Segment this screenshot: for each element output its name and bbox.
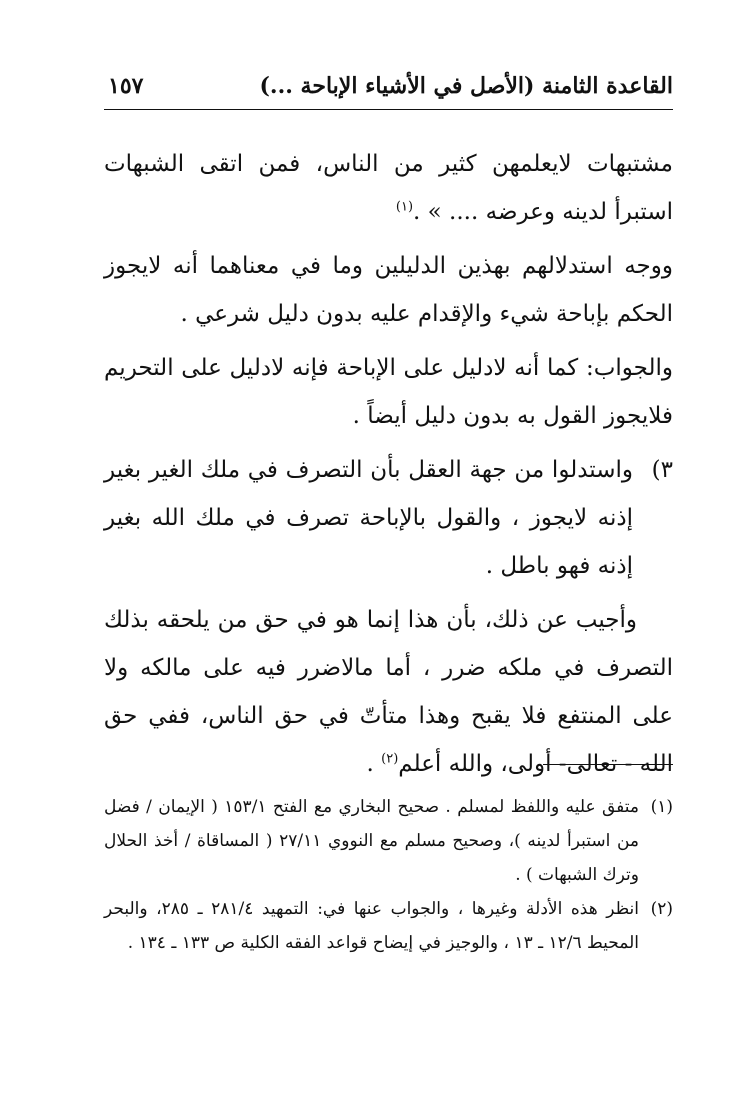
header-title: القاعدة الثامنة (الأصل في الأشياء الإباحة ...)	[259, 73, 673, 99]
footnotes	[104, 790, 673, 960]
paragraph-text: مشتبهات لايعلمهن كثير من الناس، فمن اتقى الشبهات استبرأ لدينه وعرضه .... » .	[104, 151, 673, 225]
footnote-text: متفق عليه واللفظ لمسلم . صحيح البخاري مع الفتح ١٥٣/١ ( الإيمان / فضل من استبرأ لدينه )، وصحيح مسلم مع النووي ٢٧/١١ ( المساقاة / أخذ الحلال وترك الشبهات ) .	[104, 797, 639, 885]
footnote-separator	[543, 764, 673, 765]
footnote-number: (١)	[650, 797, 673, 817]
paragraph-text: وأجيب عن ذلك، بأن هذا إنما هو في حق من يلحقه بذلك التصرف في ملكه ضرر ، أما مالاضرر فيه على مالكه ولا على المنتفع فلا يقبح وهذا متأتّ في حق الناس، ففي حق الله - تعالى- أولى، والله أعلم	[104, 607, 673, 777]
main-text	[104, 140, 673, 794]
argument-number: ٣)	[651, 457, 673, 483]
footnote-1	[104, 790, 673, 892]
footnote-2	[104, 892, 673, 960]
argument-text: واستدلوا من جهة العقل بأن التصرف في ملك الغير بغير إذنه لايجوز ، والقول بالإباحة تصرف في ملك الله بغير إذنه فهو باطل .	[104, 457, 633, 579]
running-header	[108, 66, 673, 106]
footnote-ref-1: (١)	[395, 199, 414, 215]
numbered-argument	[104, 446, 673, 590]
paragraph-reply	[104, 596, 673, 788]
paragraph-end: .	[366, 751, 382, 777]
page-number: ١٥٧	[108, 73, 144, 99]
footnote-number: (٢)	[650, 899, 673, 919]
paragraph-answer: والجواب: كما أنه لادليل على الإباحة فإنه لادليل على التحريم فلايجوز القول به بدون دليل أيضاً .	[104, 355, 673, 429]
paragraph-hadith-end	[104, 140, 673, 236]
header-rule	[104, 109, 673, 110]
footnote-ref-2: (٢)	[381, 751, 399, 767]
paragraph-reasoning: ووجه استدلالهم بهذين الدليلين وما في معناهما أنه لايجوز الحكم بإباحة شيء والإقدام عليه بدون دليل شرعي .	[104, 253, 673, 327]
footnote-text: انظر هذه الأدلة وغيرها ، والجواب عنها في: التمهيد ٢٨١/٤ ـ ٢٨٥، والبحر المحيط ١٢/٦ ـ ١٣ ، والوجيز في إيضاح قواعد الفقه الكلية ص ١٣٣ ـ ١٣٤ .	[104, 899, 639, 953]
